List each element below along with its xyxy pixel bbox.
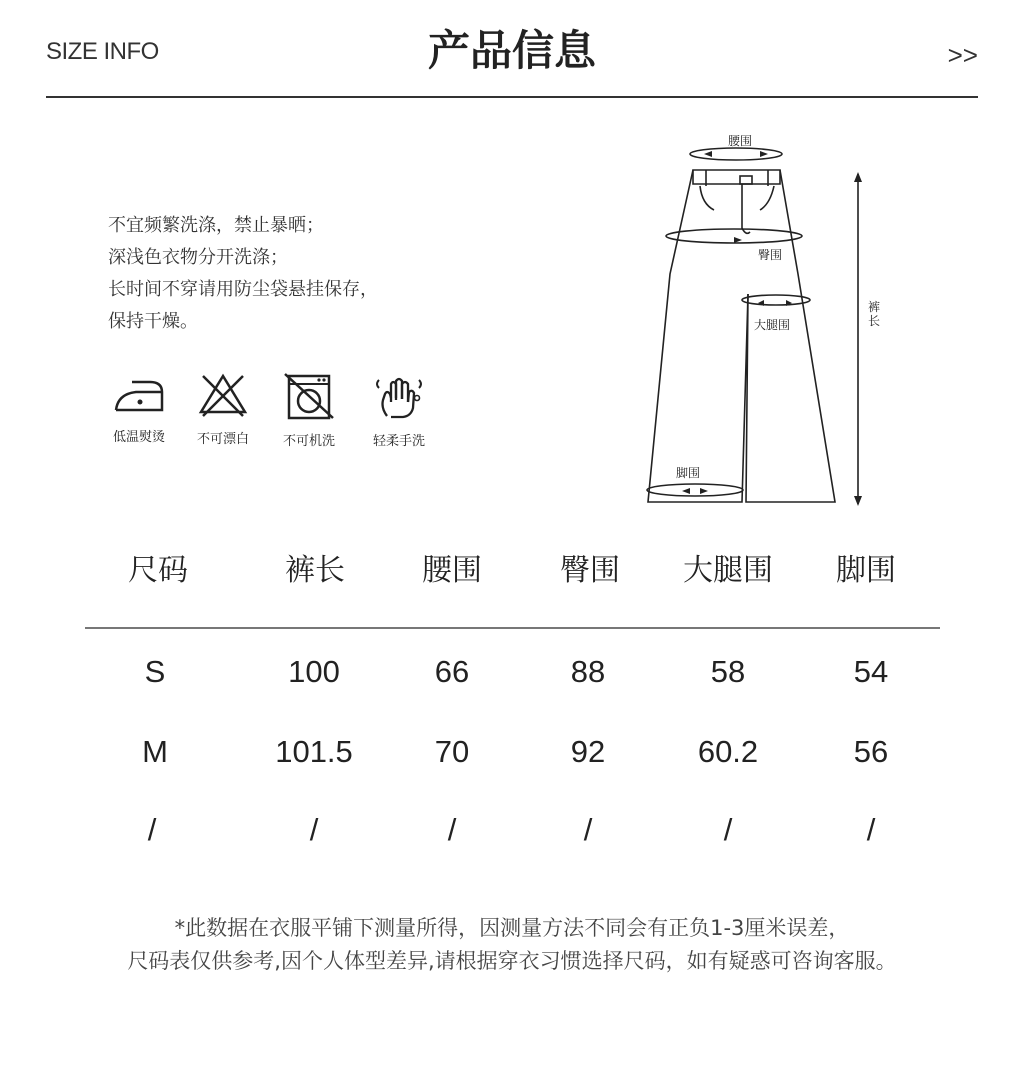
- footnote-line: 尺码表仅供参考,因个人体型差异,请根据穿衣习惯选择尺码，如有疑惑可咨询客服。: [127, 949, 897, 973]
- care-item-iron: [94, 372, 184, 445]
- hem-label: 脚围: [676, 466, 701, 480]
- care-item-handwash: [354, 372, 444, 449]
- low-temp-iron-icon: [110, 372, 168, 416]
- table-cell: 56: [853, 734, 889, 769]
- column-header: 腰围: [422, 553, 482, 588]
- care-item-bleach: [178, 372, 268, 447]
- table-row: [0, 654, 1024, 694]
- table-cell: 58: [710, 654, 746, 689]
- table-cell: /: [447, 812, 457, 847]
- table-cell: S: [144, 654, 166, 689]
- care-label: 不可漂白: [196, 432, 249, 447]
- column-header: 大腿围: [683, 553, 773, 588]
- table-cell: 60.2: [697, 734, 759, 769]
- care-label: 低温熨烫: [112, 430, 165, 445]
- size-info-label: SIZE INFO: [46, 38, 159, 65]
- care-instructions: [108, 210, 378, 338]
- care-line: 保持干燥。: [108, 311, 198, 332]
- table-cell: M: [142, 734, 168, 769]
- table-cell: /: [309, 812, 319, 847]
- table-cell: 88: [570, 654, 606, 689]
- table-cell: 54: [853, 654, 889, 689]
- table-cell: /: [583, 812, 593, 847]
- hip-label: 臀围: [758, 248, 783, 262]
- care-item-machine: [264, 372, 354, 449]
- gentle-hand-wash-icon: [373, 372, 425, 420]
- column-header: 脚围: [836, 553, 896, 588]
- table-row: [0, 734, 1024, 774]
- thigh-label: 大腿围: [754, 318, 791, 332]
- table-cell: 101.5: [275, 734, 353, 769]
- care-line: 深浅色衣物分开洗涤；: [108, 247, 288, 268]
- table-cell: 92: [570, 734, 606, 769]
- column-header: 尺码: [128, 553, 188, 588]
- table-cell: /: [147, 812, 157, 847]
- care-label: 不可机洗: [282, 434, 335, 449]
- length-label: 裤长: [868, 300, 881, 328]
- table-cell: 70: [434, 734, 470, 769]
- column-header: 裤长: [285, 553, 345, 588]
- table-divider: [85, 627, 940, 629]
- pants-measurement-diagram: [630, 124, 900, 524]
- care-label: 轻柔手洗: [372, 434, 425, 449]
- waist-label: 腰围: [728, 134, 753, 148]
- care-line: 长时间不穿请用防尘袋悬挂保存，: [108, 279, 378, 300]
- measurement-footnote: [0, 912, 1024, 978]
- table-cell: 100: [288, 654, 340, 689]
- next-arrow: >>: [947, 40, 978, 70]
- page-title: 产品信息: [427, 26, 596, 75]
- table-cell: /: [866, 812, 876, 847]
- header-divider: [46, 96, 978, 98]
- table-row: [0, 812, 1024, 852]
- table-cell: 66: [434, 654, 470, 689]
- no-machine-wash-icon: [283, 372, 335, 420]
- column-header: 臀围: [560, 553, 620, 588]
- size-table-header: [0, 545, 1024, 588]
- footnote-line: *此数据在衣服平铺下测量所得，因测量方法不同会有正负1-3厘米误差，: [174, 916, 850, 940]
- no-bleach-icon: [197, 372, 249, 418]
- care-line: 不宜频繁洗涤，禁止暴晒；: [108, 215, 324, 236]
- table-cell: /: [723, 812, 733, 847]
